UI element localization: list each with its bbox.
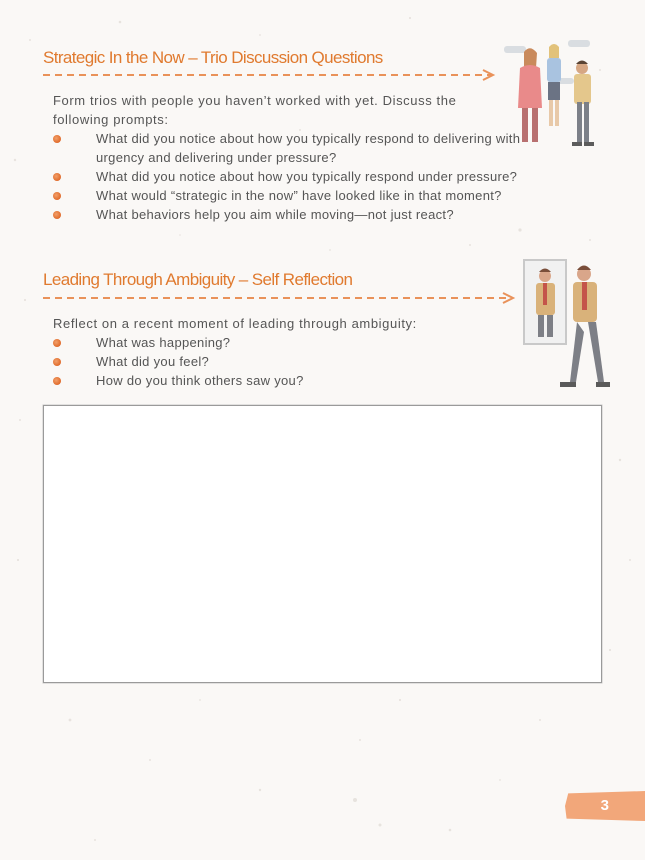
- orange-dot-icon: [53, 135, 61, 143]
- orange-dot-icon: [53, 211, 61, 219]
- bullet-text: What did you feel?: [96, 354, 210, 369]
- list-item: [53, 186, 553, 205]
- bullet-text: How do you think others saw you?: [96, 373, 304, 388]
- page-number: 3: [600, 797, 609, 814]
- orange-dot-icon: [53, 339, 61, 347]
- section1-intro: Form trios with people you haven’t worked with yet. Discuss the following prompts:: [53, 93, 457, 127]
- orange-dot-icon: [53, 173, 61, 181]
- orange-dot-icon: [53, 192, 61, 200]
- orange-dot-icon: [53, 358, 61, 366]
- bullet-text: What was happening?: [96, 335, 231, 350]
- list-item: [53, 167, 553, 186]
- reflection-answer-box[interactable]: [43, 405, 602, 683]
- bullet-text: What behaviors help you aim while moving—not just react?: [96, 207, 454, 222]
- people-discussing-illustration: [498, 38, 608, 153]
- section-title-ambiguity: Leading Through Ambiguity – Self Reflection: [43, 270, 353, 289]
- person-mirror-illustration: [522, 256, 614, 392]
- bullet-text: What would “strategic in the now” have looked like in that moment?: [96, 188, 502, 203]
- dashed-arrow-icon: [43, 291, 523, 305]
- list-item: [53, 205, 553, 224]
- list-item: [53, 129, 553, 167]
- section1-bullet-list: [53, 129, 553, 224]
- list-item: [53, 352, 493, 371]
- section2-intro: Reflect on a recent moment of leading through ambiguity:: [53, 316, 417, 331]
- dashed-arrow-icon: [43, 68, 503, 82]
- section-title-trio: Strategic In the Now – Trio Discussion Questions: [43, 48, 383, 67]
- list-item: [53, 333, 493, 352]
- list-item: [53, 371, 493, 390]
- bullet-text: What did you notice about how you typically respond under pressure?: [96, 169, 518, 184]
- bullet-text: What did you notice about how you typically respond to delivering with urgency and delivering under pressure?: [96, 131, 521, 165]
- section2-bullet-list: [53, 333, 493, 390]
- orange-dot-icon: [53, 377, 61, 385]
